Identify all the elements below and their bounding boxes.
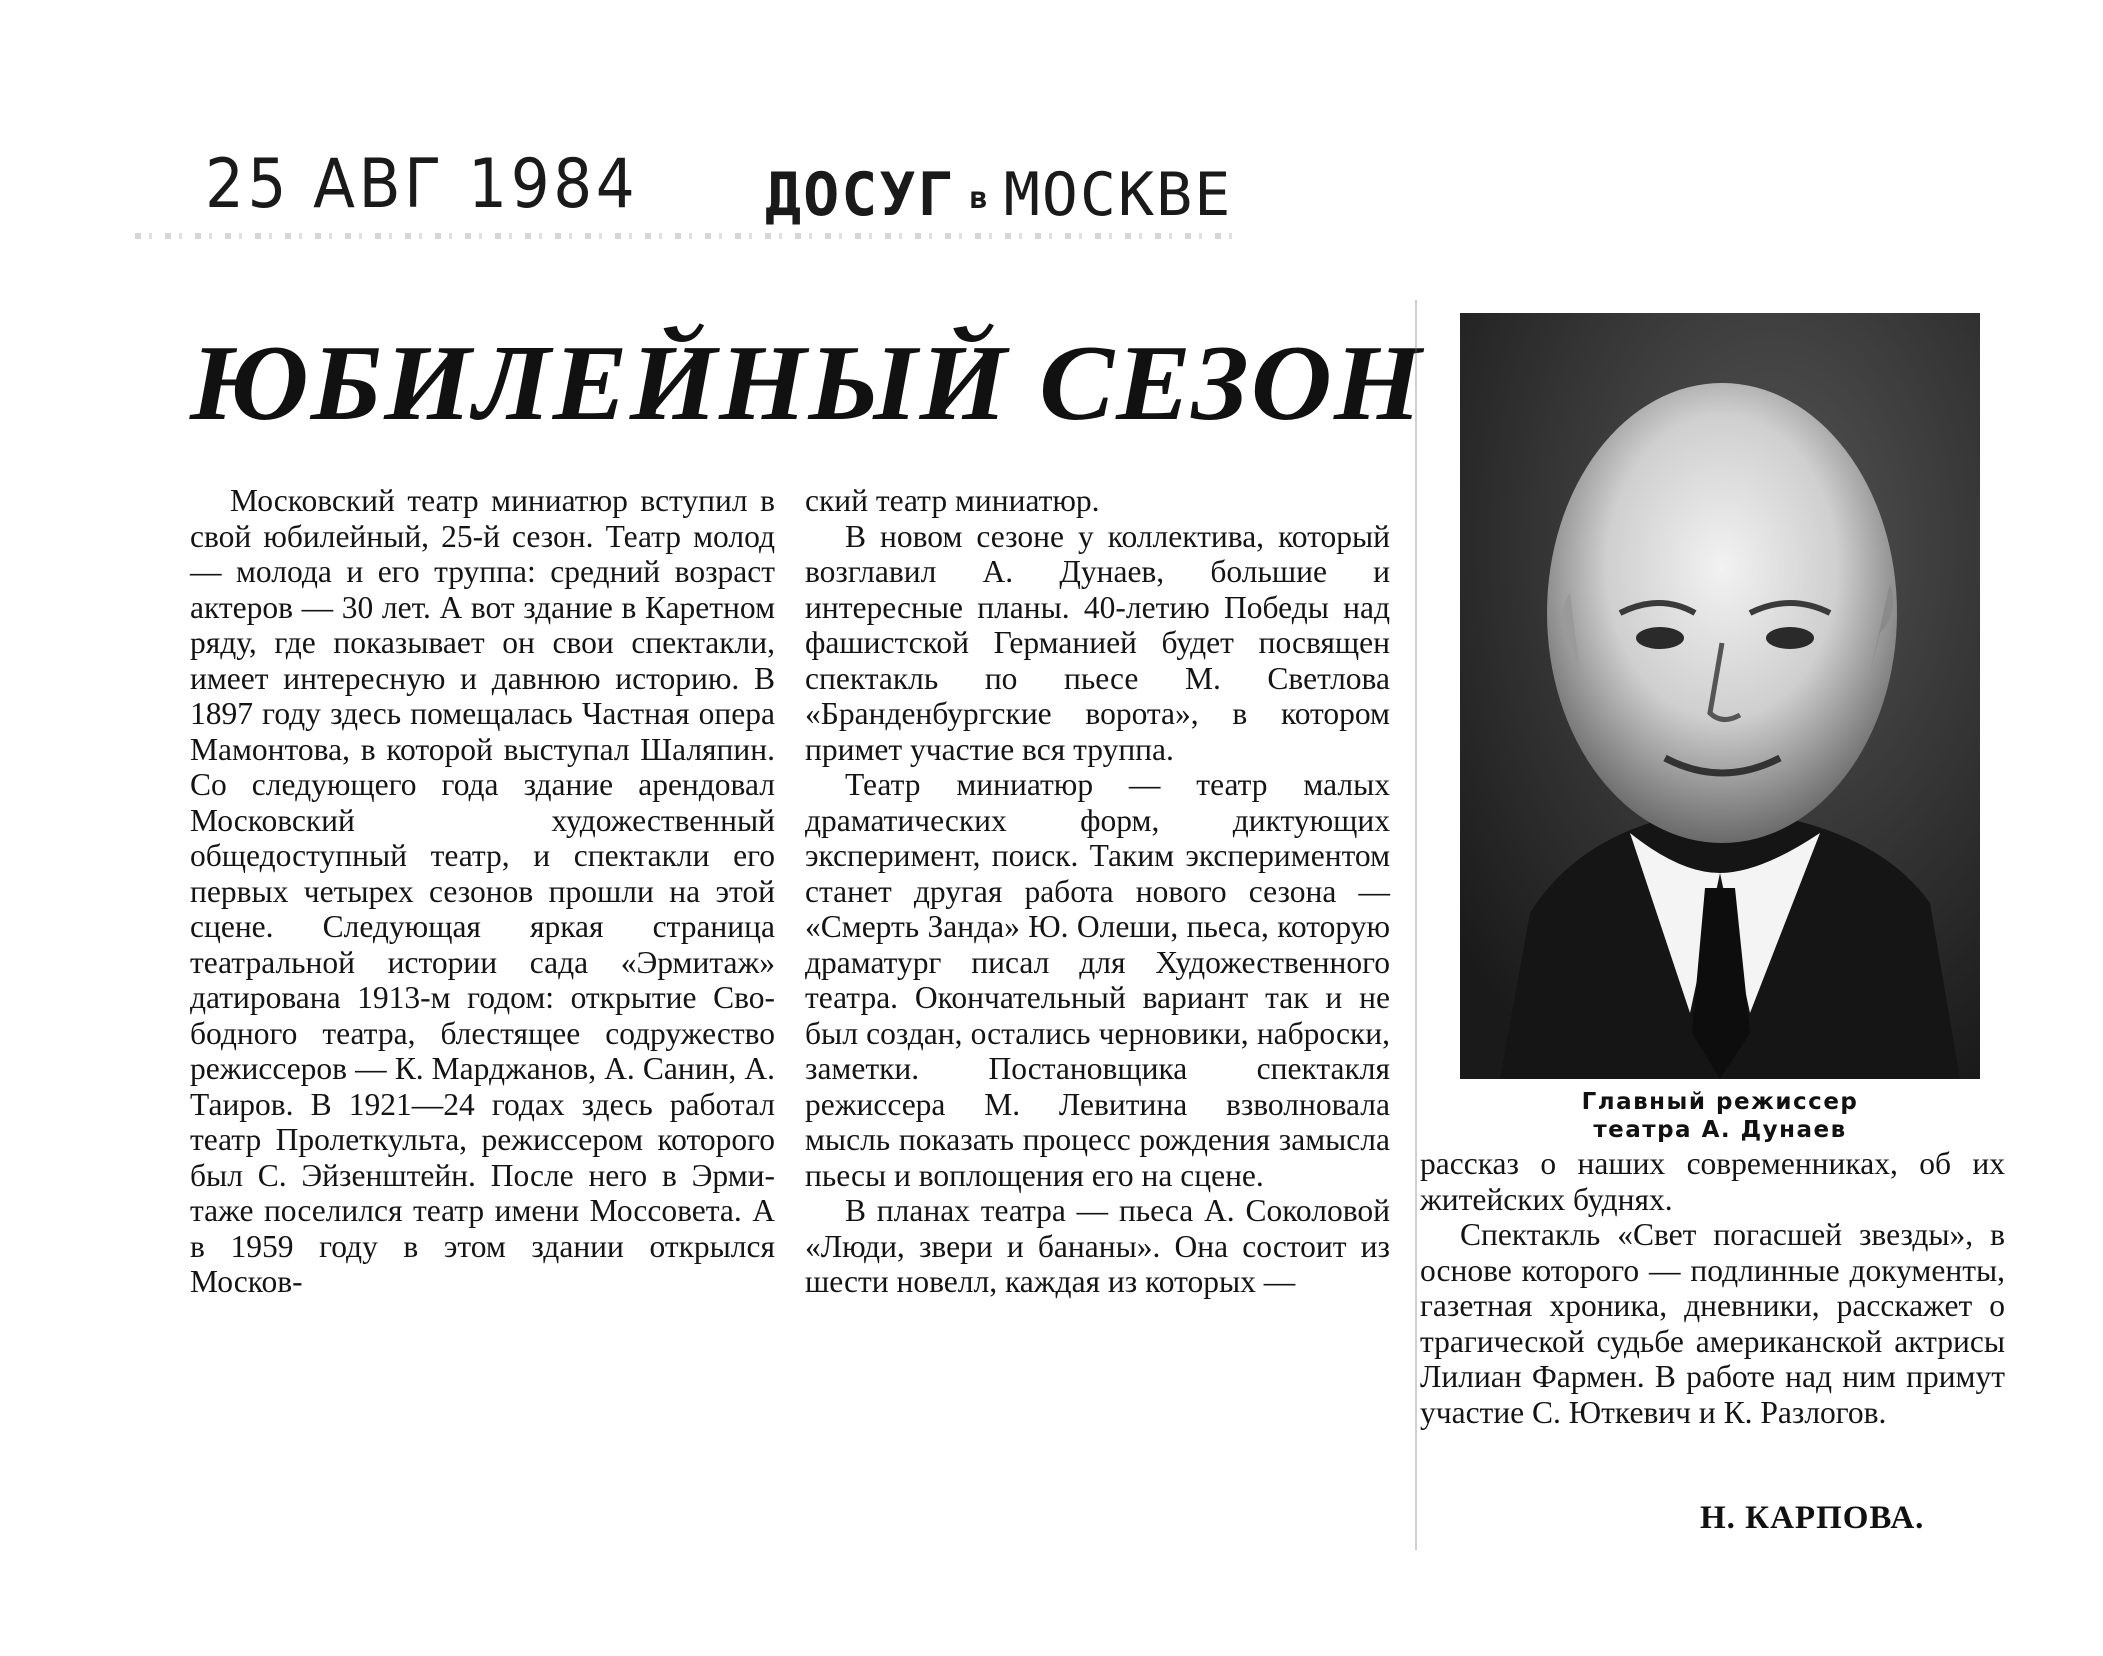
- author-signature: Н. КАРПОВА.: [1700, 1500, 1925, 1536]
- section-stamp: [765, 160, 1232, 230]
- caption-line-2: театра А. Дунаев: [1593, 1117, 1847, 1143]
- paragraph: Московский театр миниатюр вступил в свой юбилейный, 25-й сезон. Театр молод — молода и его труппа: средний возраст актеров — 30 лет. А вот здание в Каретном ряду, где показывает он свои спектакли, имеет интересную и давнюю историю. В 1897 году здесь помещалась Частная опера Мамонтова, в которой выступал Шаляпин. Со следующего года здание арендовал Московский художественный общедоступный театр, и спектакли его первых четырех сезонов прошли на этой сцене. Следующая яркая страница театральной истории сада «Эрмитаж» датирована 1913-м годом: открытие Свободного театра, блестящее содружество режиссеров — К. Марджанов, А. Санин, А. Таиров. В 1921—24 годах здесь работал театр Пролеткульта, режиссером которого был С. Эйзенштейн. После него в Эрмитаже поселился театр имени Моссовета. А в 1959 году в этом здании открылся Москов-: [190, 483, 775, 1299]
- portrait-icon: [1460, 313, 1980, 1079]
- article-column-3: [1420, 1146, 2005, 1430]
- paragraph-continuation: ский театр миниатюр.: [805, 483, 1100, 518]
- caption-line-1: Главный режиссер: [1581, 1089, 1859, 1115]
- column-divider: [1415, 300, 1417, 1550]
- paragraph: Театр миниатюр — театр малых драматических форм, диктующих эксперимент, поиск. Таким экспериментом станет другая работа нового сезона — «Смерть Занда» Ю. Олеши, пьеса, которую драматург писал для Художественного театра. Окончательный вариант так и не был создан, остались черновики, наброски, заметки. Постановщика спектакля режиссера М. Левитина взволновала мысль показать процесс рождения замысла пьесы и воплощения его на сцене.: [805, 767, 1390, 1193]
- handwritten-date: 25 АВГ 1984: [205, 145, 639, 224]
- paragraph: В планах театра — пьеса А. Соколовой «Люди, звери и бананы». Она состоит из шести новелл, каждая из которых —: [805, 1193, 1390, 1299]
- stamp-preposition: в: [969, 180, 990, 216]
- paragraph-continuation: рассказ о наших современниках, об их житейских буднях.: [1420, 1146, 2005, 1217]
- scan-noise-line: [135, 233, 1235, 239]
- stamp-word: ДОСУГ: [765, 160, 956, 230]
- article-column-2: [805, 483, 1390, 1300]
- article-headline: ЮБИЛЕЙНЫЙ СЕЗОН: [190, 324, 1424, 443]
- paragraph: В новом сезоне у коллектива, который возглавил А. Дунаев, большие и интересные планы. 40-летию Победы над фашистской Германией будет посвящен спектакль по пьесе М. Светлова «Бранденбургские ворота», в котором примет участие вся труппа.: [805, 518, 1390, 767]
- photo-caption: [1460, 1088, 1980, 1144]
- stamp-city: МОСКВЕ: [1003, 160, 1233, 230]
- article-column-1: [190, 483, 775, 1300]
- portrait-photo: [1460, 313, 1980, 1079]
- paragraph: Спектакль «Свет погасшей звезды», в основе которого — подлинные документы, газетная хроника, дневники, расскажет о трагической судьбе американской актрисы Лилиан Фармен. В работе над ним примут участие С. Юткевич и К. Разлогов.: [1420, 1217, 2005, 1430]
